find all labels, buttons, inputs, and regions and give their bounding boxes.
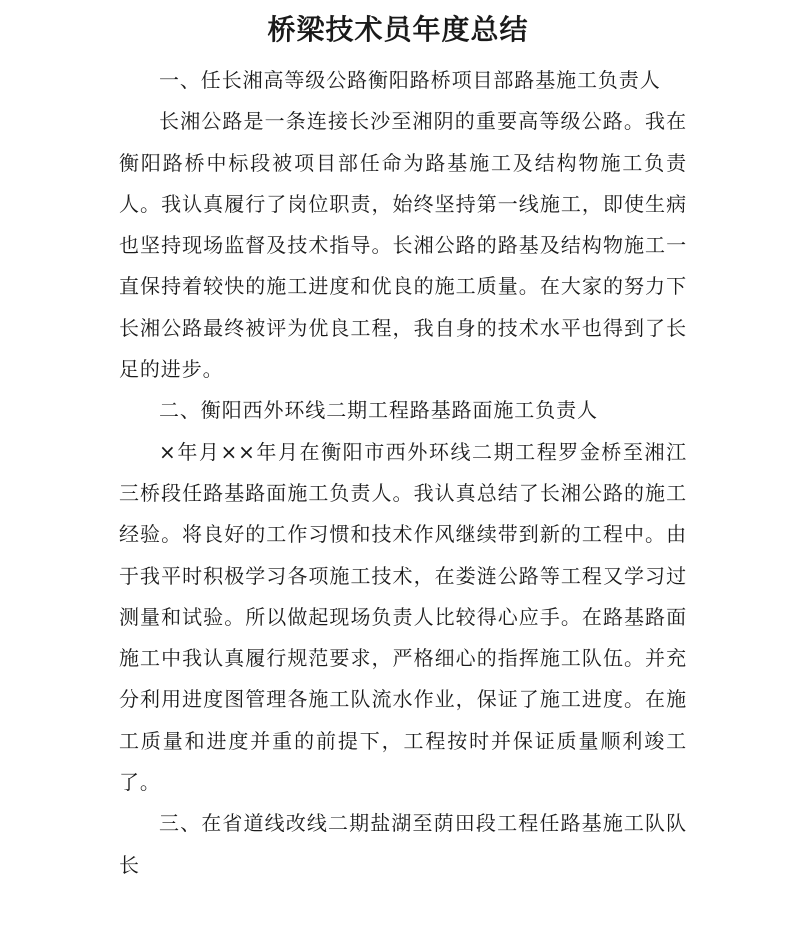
section-heading-3: 三、在省道线改线二期盐湖至荫田段工程任路基施工队队长 — [119, 811, 687, 877]
section-heading-1: 一、任长湘高等级公路衡阳路桥项目部路基施工负责人 — [159, 68, 661, 92]
section-heading-2: 二、衡阳西外环线二期工程路基路面施工负责人 — [159, 398, 598, 423]
paragraph-1: 长湘公路是一条连接长沙至湘阴的重要高等级公路。我在衡阳路桥中标段被项目部任命为路基施工及结构物施工负责人。我认真履行了岗位职责，始终坚持第一线施工，即使生病也坚持现场监督及技术指导。长湘公路的路基及结构物施工一直保持着较快的施工进度和优良的施工质量。在大家的努力下长湘公路最终被评为优良工程，我自身的技术水平也得到了长足的进步。 — [119, 109, 687, 382]
document-body — [119, 60, 687, 886]
paragraph-2: ×年月××年月在衡阳市西外环线二期工程罗金桥至湘江三桥段任路基路面施工负责人。我认真总结了长湘公路的施工经验。将良好的工作习惯和技术作风继续带到新的工程中。由于我平时积极学习各项施工技术，在娄涟公路等工程又学习过测量和试验。所以做起现场负责人比较得心应手。在路基路面施工中我认真履行规范要求，严格细心的指挥施工队伍。并充分利用进度图管理各施工队流水作业，保证了施工进度。在施工质量和进度并重的前提下，工程按时并保证质量顺利竣工了。 — [119, 439, 687, 795]
document-title: 桥梁技术员年度总结 — [267, 13, 529, 46]
